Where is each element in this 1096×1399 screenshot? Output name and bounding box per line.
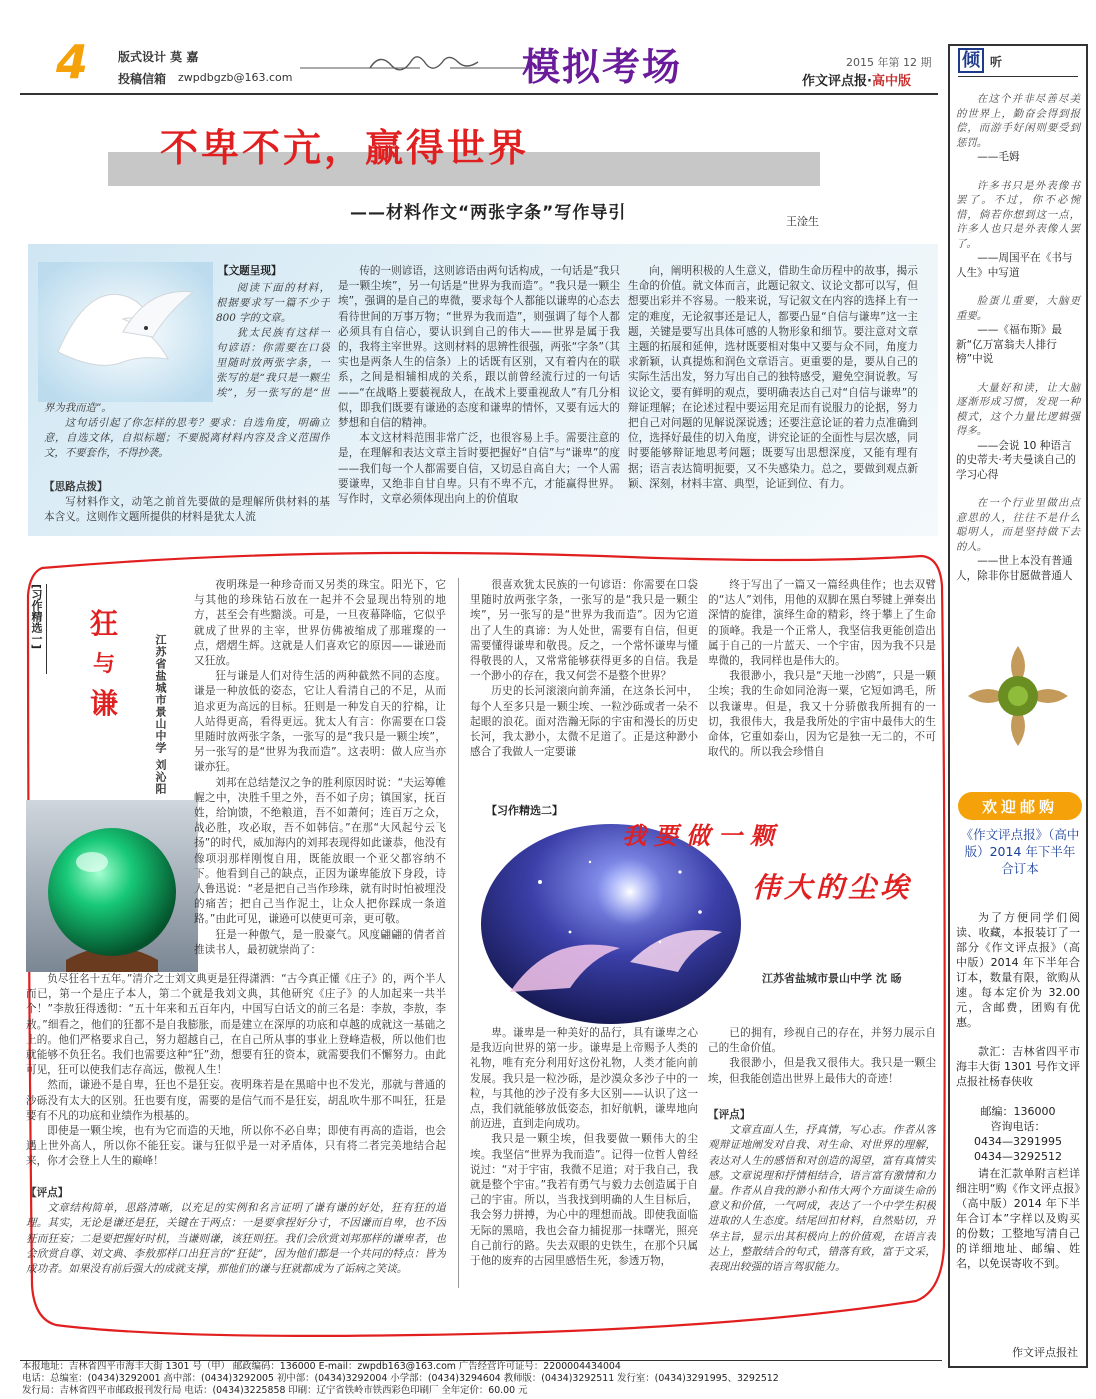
sidebar-quote: [956, 496, 1080, 583]
essay2-label: 【习作精选二】: [486, 804, 563, 817]
essay1-body-right: [194, 578, 446, 972]
sidebar-quote-text: 许多书只是外表像书罢了。不过，你不必惋惜，倘若你想到这一点，许多人也只是外表像人罢了。: [956, 179, 1080, 250]
essay1-title-char3: 谦: [89, 687, 118, 720]
essay1-paragraph: 即使是一颗尘埃，也有为它而造的天地，所以你不必自卑；即使有再高的造诣，也会遇上世外高人，所以你不能狂妄。谦与狂似乎是一对矛盾体，只有将二者完美地结合起来，你才会登上人生的巅峰！: [26, 1125, 446, 1168]
essay2-paragraph: 已的拥有，珍视自己的存在，并努力展示自己的生命价值。: [708, 1027, 936, 1055]
sidebar-quotes: [956, 86, 1080, 646]
sidebar-quote-source: ——毛姆: [977, 151, 1020, 163]
guide-prompt-paragraph: 阅读下面的材料，根据要求写一篇不少于 800 字的文章。: [216, 282, 330, 324]
guide-prompt-text: [44, 281, 330, 493]
offer-phone2: 0434—3292512: [974, 1150, 1062, 1163]
essay1-comment-head: 【评点】: [26, 1187, 69, 1199]
essay2-paragraph: 很喜欢犹太民族的一句谚语：你需要在口袋里随时放两张字条，一张写的是“我只是一颗尘埃”，另一张写的是“世界为我而造”。因为它道出了人生的真谛：为人处世，需要有自信，但更需要懂得谦卑和敬畏。反之，一个常怀谦卑与懂得敬畏的人，又常常能够获得更多的自信。我是一个渺小的存在，我又何尝不是整个世界？: [470, 579, 698, 683]
sidebar-quote-text: 在一个行业里做出点意思的人，往往不是什么聪明人，而是坚持做下去的人。: [956, 497, 1080, 553]
welcome-text: 欢迎邮购: [981, 798, 1058, 816]
night-sky-petals-image: [480, 822, 742, 1026]
offer-address: 款汇：吉林省四平市海丰大街 1301 号作文评点报社杨春侠收: [956, 1045, 1080, 1088]
offer-title: 《作文评点报》（高中版）2014 年下半年合订本: [960, 827, 1080, 876]
essay1-author: 江苏省盐城市景山中学 刘沁阳: [154, 634, 167, 795]
email-address: zwpdbgzb@163.com: [178, 71, 293, 84]
essay2-paragraph: 卑。谦卑是一种美好的品行，具有谦卑之心是我迈向世界的第一步。谦卑是上帝赐予人类的礼物，唯有充分利用好这份礼物，人类才能向前发展。我只是一粒沙砾，是沙漠众多沙子中的一粒，与其他的沙子没有多大区别——认识了这一点，我们就能够放低姿态，扣好航帆，谦卑地向前迈进，直到走向成功。: [470, 1027, 698, 1131]
sidebar-quote-text: 在这个并非尽善尽美的世界上，勤奋会得到报偿，而游手好闲则要受到惩罚。: [956, 93, 1080, 149]
sidebar-quote-source: ——会说 10 种语言的史蒂夫·考夫曼谈自己的学习心得: [956, 439, 1076, 481]
essay1-paragraph: 夜明珠是一种珍奇而又另类的珠宝。阳光下，它与其他的珍珠钻石放在一起并不会显现出特别的地方，甚至会有些黯淡。可是，一旦夜幕降临，它似乎就成了世界的主宰，世界仿佛被缩成了那璀璨的一点，熠熠生辉。这就是人们喜欢它的原因——谦逊而又狂放。: [194, 579, 446, 668]
column-divider: [458, 578, 459, 1288]
footer-line2: 电话：总编室：(0434)3292001 高中部：(0434)3292005 初中部：(0434)3292004 小学部：(0434)3294604 教师版：(0434)3292511 发行室：(0434)3291995、3292512: [22, 1373, 779, 1384]
essay2-comment-head: 【评点】: [708, 1109, 751, 1121]
sidebar-quote: [956, 92, 1080, 165]
editor-label: 版式设计 莫 嘉: [118, 50, 199, 64]
header-swash-decoration: [300, 54, 525, 78]
essay1-paragraph: 狂与谦是人们对待生活的两种截然不同的态度。谦是一种放低的姿态，它让人看清自己的不足，从而追求更为高远的目标。狂则是一种发自天的狞棉，让人站得更高，看得更远。犹太人有言：你需要在口袋里随时放两张字条，一张写的是“我只是一颗尘埃”，另一张写的是“世界为我而造”。这表明：做人应当亦谦亦狂。: [194, 670, 446, 774]
guide-subtitle: ——材料作文“两张字条”写作导引: [350, 203, 627, 223]
sidebar-quote-source: ——世上本没有普通人，除非你甘愿做普通人: [956, 555, 1073, 582]
essay2-col2-bottom: [708, 1026, 936, 1102]
footer: [22, 1361, 942, 1397]
section-title: 模拟考场: [522, 45, 683, 89]
essay2-col2: [708, 578, 936, 796]
offer-contact: [956, 1104, 1080, 1164]
essay1-label: [习作精选一]: [30, 584, 43, 650]
offer-signature: 作文评点报社: [1012, 1346, 1078, 1359]
essay2-paragraph: 我很渺小，但是我又很伟大。我只是一颗尘埃，但我能创造出世界上最伟大的奇迹！: [708, 1057, 936, 1085]
sidebar-quote: [956, 179, 1080, 281]
essay1-paragraph: 然而，谦逊不是自卑，狂也不是狂妄。夜明珠若是在黑暗中也不发光，那就与普通的沙砾没有太大的区别。狂也要有度，需要的是信气而不是狂妄，胡乱吹牛那不叫狂，狂是要有不凡的功底和业绩作为根基的。: [26, 1079, 446, 1122]
essay1-body-bottom: [26, 972, 446, 1178]
offer-phone-label: 咨询电话：: [990, 1120, 1046, 1133]
essay2-comment-text: 文章直面人生，抒真情，写心志。作者从客观辩证地阐发对自我、对生命、对世界的理解，表达对人生的感悟和对创造的渴望，富有真情实感。文章说理和抒情相结合，语言富有激情和力量。作者从自我的渺小和伟大两个方面谈生命的意义和价值，一气呵成，表达了一个中学生积极进取的人生态度。结尾回扣材料，自然贴切，升华主旨，显示出其积极向上的价值观，在语言表达上，整散结合的句式，错落有致，富于文采，表现出较强的语言驾驭能力。: [708, 1124, 936, 1274]
essay2-paragraph: 历史的长河滚滚向前奔涌，在这条长河中，每个人至多只是一颗尘埃、一粒沙砾或者一朵不起眼的浪花。面对浩瀚无际的宇宙和漫长的历史长河，我太渺小，太微不足道了。正是这种渺小感合了我做人一定要谦: [470, 685, 698, 759]
essay2-author: 江苏省盐城市景山中学 沈 旸: [762, 972, 902, 985]
essay1-comment: [26, 1186, 446, 1296]
guide-col3: [628, 264, 918, 532]
guide-author: 王淦生: [786, 215, 819, 228]
sidebar-quote: [956, 381, 1080, 483]
sidebar-title-char2: 听: [990, 55, 1003, 69]
green-crystal-ball-image: [26, 800, 198, 972]
essay2-comment: [708, 1108, 936, 1296]
offer-text: 为了方便同学们阅读、收藏，本报装订了一部分《作文评点报》（高中版）2014 年下半年合订本，数量有限，欲购从速。每本定价为 32.00 元，含邮费，团购有优惠。: [956, 911, 1080, 1029]
sidebar-quote-text: 大量好和读，让大脑逐渐形成习惯，发现一种模式，这个力量比逻辑强得多。: [956, 381, 1080, 437]
sidebar-quote-source: ——《福布斯》最新“亿万富翁夫人排行榜”中说: [956, 324, 1062, 365]
essay1-paragraph: 负尽狂名十五年。”清介之士刘文典更是狂得潇洒：“古今真正懂《庄子》的，两个半人而已，第一个是庄子本人，第二个就是我刘文典，其他研究《庄子》的人加起来一共半个！”李敖狂得透彻：“五十年来和五百年内，中国写白话文的前三名是：李敖，李敖，李敖。”细看之，他们的狂都不是自我膨胀，而是建立在深厚的功底和卓越的成就这一基础之上的。他们严格要求自己，努力超越自己，在自己所从事的事业上登峰造极，所以他们也就能够不负狂名。我们也需要这种“狂”劲，想要有狂的资本，就需要我们不懈努力。由此可见，狂可以使我们志存高远，傲视人生！: [26, 973, 446, 1077]
essay1-paragraph: 刘邦在总结楚汉之争的胜利原因时说：“夫运筹帷幄之中，决胜千里之外，吾不如子房；镇国家，抚百姓，给饷馈，不绝粮道，吾不如萧何；连百万之众，战必胜，攻必取，吾不如韩信。”在那“大风起兮云飞扬”的时代，威加海内的刘邦表现得如此谦恭，他没有像项羽那样刚愎自用，既能放眼一个亚父都容纳不下。他看到自己的缺点，正因为谦卑能放下身段，诗人鲁迅说：“老是把自己当作珍珠，就有时时怕被埋没的痛苦；把自己当作泥土，让众人把你踩成一条道路。”由此可见，谦逊可以使更可亲，更可敬。: [194, 776, 446, 926]
guide-title: 不卑不亢，赢得世界: [160, 125, 530, 170]
paper-edition: 高中版: [871, 74, 911, 89]
paper-name: [802, 70, 911, 89]
essay2-col1-bottom: [470, 1026, 698, 1296]
essay2-paragraph: 我很渺小，我只是“天地一沙鸥”，只是一颗尘埃；我的生命如同沧海一粟，它短如鸿毛，所以我谦卑。但是，我又十分骄傲我所拥有的一切，我很伟大，我是我所处的宇宙中最伟大的生命体，它重如泰山，因为它是独一无二的，不可取代的。所以我会珍惜自: [708, 670, 936, 759]
guide-col2: [338, 264, 620, 532]
sidebar-title-char1: 倾: [958, 48, 984, 73]
guide-prompt-paragraph: 犹太民族有这样一句谚语：你需要在口袋里随时放两张字条，一张写的是“我只是一颗尘埃”，另一张写的是“世界为我而造”。: [44, 327, 330, 414]
sidebar-quote-text: 脸蛋儿重要，大脑更重要。: [956, 295, 1080, 322]
guide-col1-head: 【文题呈现】: [218, 265, 282, 277]
essay1-title-char2: 与: [92, 651, 115, 677]
sidebar-title: [958, 50, 1002, 73]
sidebar-title-rule: [958, 76, 1078, 77]
essay2-paragraph: 终于写出了一篇又一篇经典佳作；也去双臂的“达人”刘伟，用他的双脚在黑白琴键上弹奏出深情的旋律，演绎生命的精彩，终于攀上了生命的顶峰。我是一个正常人，我坚信我更能创造出属于自己的一片蓝天、一个宇宙，因为我不只是卑微的，我同样也是伟大的。: [708, 579, 936, 668]
guide-prompt-paragraph: 这句话引起了你怎样的思考？要求：自选角度，明确立意，自选文体，自拟标题；不要脱离材料内容及含义范围作文，不要套作，不得抄袭。: [44, 417, 330, 459]
header-rule: [20, 93, 938, 95]
page-number: 4: [56, 35, 89, 89]
essay2-col1: [470, 578, 698, 796]
paper-name-text: 作文评点报·: [802, 74, 872, 89]
essay1-title: [84, 604, 124, 724]
footer-line3: 发行局：吉林省四平市邮政报刊发行局 电话：(0434)3225858 印刷：辽宁省铁岭市铁西彩色印刷厂 全年定价：60.00 元: [22, 1385, 528, 1396]
essay1-paragraph: 狂是一种傲气，是一股豪气。风度翩翩的倩者首推读书人，最初就崇尚了：: [194, 928, 446, 956]
sidebar-quote: [956, 294, 1080, 367]
offer-postcode: 邮编：136000: [980, 1105, 1056, 1118]
sidebar-quote-source: ——周国平在《书与人生》中写道: [956, 252, 1073, 279]
essay1-title-char1: 狂: [89, 607, 118, 640]
guide-col1-head2: 【思路点拨】: [44, 481, 108, 493]
guide-col1b: [44, 480, 330, 530]
offer-phone1: 0434—3291995: [974, 1135, 1062, 1148]
guide-col1-text2: 写材料作文，动笔之前首先要做的是理解所供材料的基本含义。这则作文题所提供的材料是犹太人流: [44, 496, 330, 524]
issue-number: 2015 年第 12 期: [846, 56, 932, 69]
essay2-title-line2: 伟大的尘埃: [752, 871, 913, 904]
guide-paragraph: 本文这材料范围非常广泛，也很容易上手。需要注意的是，在理解和表达文章主旨时要把握好“自信”与“谦卑”的度——我们每一个人都需要自信，又切忌自高自大；一个人需要谦卑，又绝非自甘自卑。只有不卑不亢，才能赢得世界。写作时，文章必须体现出向上的价值取: [338, 432, 620, 506]
guide-paragraph: 传的一则谚语，这则谚语由两句话构成，一句话是“我只是一颗尘埃”，另一句话是“世界为我而造”。“我只是一颗尘埃”，强调的是自己的卑微，要求每个人都能以谦卑的心态去看待世间的万事万物；“世界为我而造”，则强调了每个人都必须具有自信心，要认识到自己的伟大——世界是属于我的，我将主宰世界。这则材料的思辨性很强，两张“字条”（其实也是两条人生的信条）上的话既有区别，又有着内在的联系，之间是相辅相成的关系，跟以前曾经流行过的一句话——“在战略上要藐视敌人，在战术上要重视敌人”有几分相似，即我们既要有谦逊的态度和谦卑的情怀，又要有远大的梦想和自信的精神。: [338, 265, 620, 430]
guide-paragraph: 向，阐明积极的人生意义，借助生命历程中的故事，揭示生命的价值。就文体而言，此题记叙文、议论文都可以写，但想要出彩并不容易。一般来说，写记叙文在内容的选择上有一定的难度，无论叙事还是记人，都要凸显“自信与谦卑”这一主题，关键是要写出具体可感的人物形象和细节。要注意对文章主题的拓展和延伸，选材既要相对集中又要与众不同，角度力求新颖，认真提炼和润色文章语言。更重要的是，要从自己的实际生活出发，努力写出自己的独特感受，避免空洞说教。写议论文，要有鲜明的观点，要明确表达自己对“自信与谦卑”的辩证理解；在论述过程中要运用充足而有说服力的论据，努力把自己对问题的见解说深说透；还要注意论证的着力点准确到位，选择好最佳的切入角度，讲究论证的全面性与层次感，同时要能够辩证地思考问题；既要写出思想深度，又能有理有据；语言表达简明扼要，又不失感染力。总之，要做到观点新颖、深刻，材料丰富、典型，论证到位、有力。: [628, 265, 918, 490]
footer-line1: 本报地址：吉林省四平市海丰大街 1301 号（甲） 邮政编码：136000 E-mail：zwpdb163@163.com 广告经营许可证号：2200004434004: [22, 1361, 621, 1372]
essay1-comment-text: 文章结构简单，思路清晰，以充足的实例和名言证明了谦有谦的好处，狂有狂的道理。其实，无论是谦还是狂，关键在于两点：一是要拿捏好分寸，不因谦而自卑，也不因狂而狂妄；二是要把握好时机，当谦则谦，该狂则狂。我们会欣赏刘邦那样的谦卑者，也会欣赏自尊、刘文典、李敖那样口出狂言的“狂徒”，因为他们都是一个共同的特点：皆为成功者。如果没有前后强大的成就支撑，那他们的谦与狂就都成为了诟病之笑谈。: [26, 1202, 446, 1276]
essay2-title-line1: 我要做一颗: [622, 822, 782, 850]
offer-note: 请在汇款单附言栏详细注明“购《作文评点报》（高中版）2014 年下半年合订本”字样以及购买的份数；工整地写清自己的详细地址、邮编、姓名，以免误寄收不到。: [956, 1167, 1080, 1270]
essay2-paragraph: 我只是一颗尘埃，但我要做一颗伟大的尘埃。我坚信“世界为我而造”。记得一位哲人曾经说过：“对于宇宙，我微不足道；对于我自己，我就是整个宇宙。”我若有勇气与毅力去创造属于自己的宇宙。所以，当我找到明确的人生目标后，我会努力拼搏，为心中的理想而战。即使我面临无际的黑暗，我也会奋力捕捉那一抹曙光，照亮自己前行的路。失去双眼的史铁生，在那个只属于他的废弃的古园里感悟生死，参透万物，: [470, 1133, 698, 1268]
cactus-flower-image: [962, 640, 1074, 752]
essay1-label-rule: [46, 584, 47, 674]
dove-wrap-spacer: [44, 281, 216, 401]
email-label: 投稿信箱: [118, 72, 167, 86]
